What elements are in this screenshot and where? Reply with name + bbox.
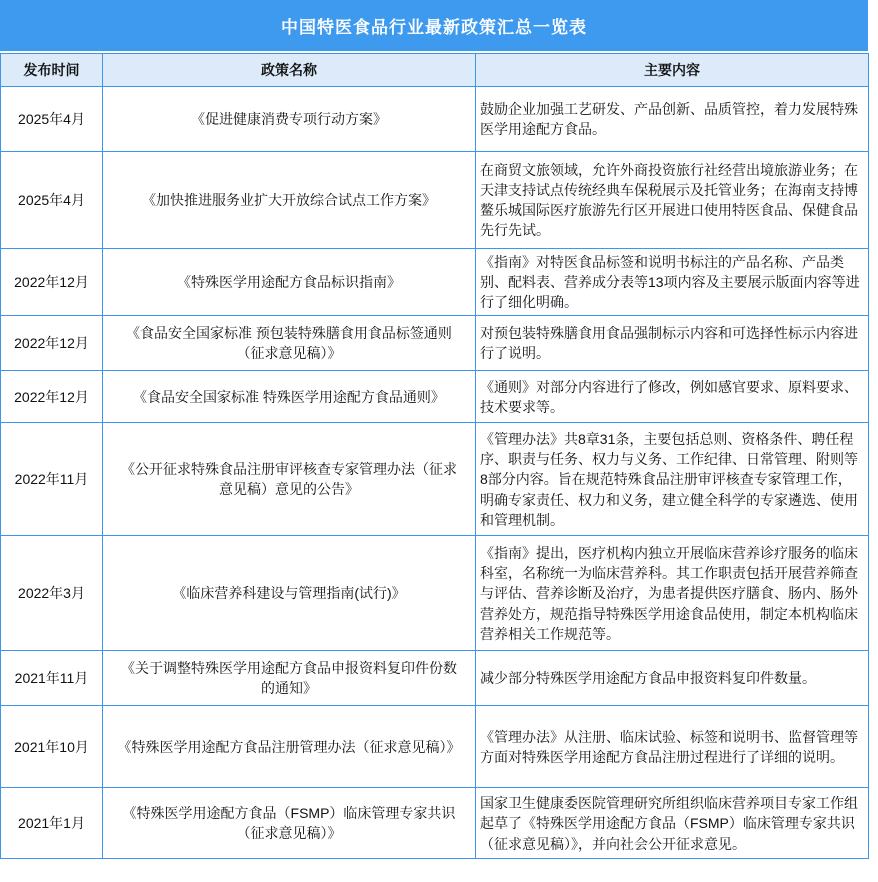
table-row (1, 371, 869, 423)
table-row (1, 651, 869, 706)
main-content-cell: 鼓励企业加强工艺研发、产品创新、品质管控，着力发展特殊医学用途配方食品。 (476, 87, 869, 152)
policy-name-cell: 《特殊医学用途配方食品注册管理办法（征求意见稿）》 (103, 706, 476, 788)
column-header-policy-name: 政策名称 (103, 54, 476, 87)
table-row (1, 316, 869, 371)
release-date-cell: 2022年12月 (1, 371, 103, 423)
main-content-cell: 《指南》对特医食品标签和说明书标注的产品名称、产品类别、配料表、营养成分表等13项内容及主要展示版面内容等进行了细化明确。 (476, 249, 869, 316)
release-date-cell: 2025年4月 (1, 87, 103, 152)
release-date-cell: 2022年12月 (1, 316, 103, 371)
policy-name-cell: 《加快推进服务业扩大开放综合试点工作方案》 (103, 152, 476, 249)
policy-name-cell: 《促进健康消费专项行动方案》 (103, 87, 476, 152)
release-date-cell: 2021年10月 (1, 706, 103, 788)
policy-name-cell: 《特殊医学用途配方食品标识指南》 (103, 249, 476, 316)
table-title-bar: 中国特医食品行业最新政策汇总一览表 (0, 0, 868, 51)
main-content-cell: 《管理办法》共8章31条，主要包括总则、资格条件、聘任程序、职责与任务、权力与义务、工作纪律、日常管理、附则等8部分内容。旨在规范特殊食品注册审评核查专家管理工作，明确专家责任、权力和义务，建立健全科学的专家遴选、使用和管理机制。 (476, 423, 869, 536)
policy-name-cell: 《食品安全国家标准 特殊医学用途配方食品通则》 (103, 371, 476, 423)
table-row (1, 536, 869, 651)
table-row (1, 706, 869, 788)
main-content-cell: 《管理办法》从注册、临床试验、标签和说明书、监督管理等方面对特殊医学用途配方食品注册过程进行了详细的说明。 (476, 706, 869, 788)
main-content-cell: 在商贸文旅领域，允许外商投资旅行社经营出境旅游业务；在天津支持试点传统经典车保税展示及托管业务；在海南支持博鳌乐城国际医疗旅游先行区开展进口使用特医食品、保健食品先行先试。 (476, 152, 869, 249)
column-header-release-date: 发布时间 (1, 54, 103, 87)
main-content-cell: 减少部分特殊医学用途配方食品申报资料复印件数量。 (476, 651, 869, 706)
policy-name-cell: 《特殊医学用途配方食品（FSMP）临床管理专家共识（征求意见稿）》 (103, 788, 476, 859)
table-header-row (1, 54, 869, 87)
policy-name-cell: 《关于调整特殊医学用途配方食品申报资料复印件份数的通知》 (103, 651, 476, 706)
release-date-cell: 2021年11月 (1, 651, 103, 706)
table-row (1, 87, 869, 152)
main-content-cell: 《通则》对部分内容进行了修改，例如感官要求、原料要求、技术要求等。 (476, 371, 869, 423)
main-content-cell: 《指南》提出，医疗机构内独立开展临床营养诊疗服务的临床科室，名称统一为临床营养科。其工作职责包括开展营养筛查与评估、营养诊断及治疗，为患者提供医疗膳食、肠内、肠外营养处方，规范指导特殊医学用途食品使用，制定本机构临床营养相关工作规范等。 (476, 536, 869, 651)
table-row (1, 788, 869, 859)
policy-name-cell: 《临床营养科建设与管理指南(试行)》 (103, 536, 476, 651)
table-row (1, 423, 869, 536)
release-date-cell: 2025年4月 (1, 152, 103, 249)
release-date-cell: 2022年12月 (1, 249, 103, 316)
table-row (1, 152, 869, 249)
release-date-cell: 2021年1月 (1, 788, 103, 859)
main-content-cell: 对预包装特殊膳食用食品强制标示内容和可选择性标示内容进行了说明。 (476, 316, 869, 371)
column-header-main-content: 主要内容 (476, 54, 869, 87)
release-date-cell: 2022年11月 (1, 423, 103, 536)
main-content-cell: 国家卫生健康委医院管理研究所组织临床营养项目专家工作组起草了《特殊医学用途配方食品（FSMP）临床管理专家共识（征求意见稿）》，并向社会公开征求意见。 (476, 788, 869, 859)
policy-table (0, 53, 869, 859)
table-row (1, 249, 869, 316)
policy-name-cell: 《公开征求特殊食品注册审评核查专家管理办法（征求意见稿）意见的公告》 (103, 423, 476, 536)
policy-name-cell: 《食品安全国家标准 预包装特殊膳食用食品标签通则（征求意见稿）》 (103, 316, 476, 371)
release-date-cell: 2022年3月 (1, 536, 103, 651)
